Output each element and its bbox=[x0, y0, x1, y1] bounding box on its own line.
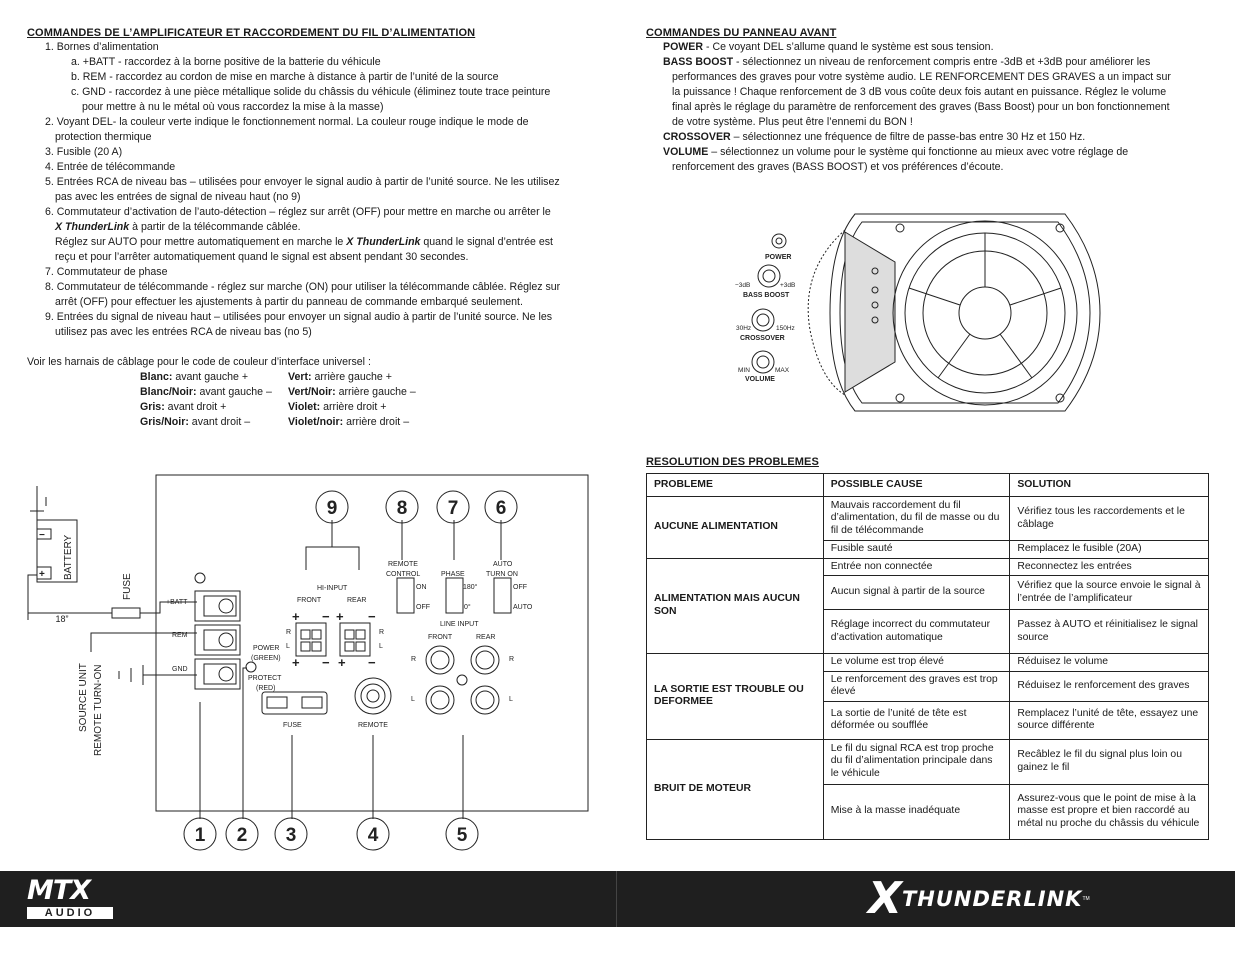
hi-rear-label: REAR bbox=[347, 597, 367, 604]
list-item: 4. Entrée de télécommande bbox=[45, 161, 176, 173]
battery-plus: + bbox=[39, 569, 45, 580]
harness-intro: Voir les harnais de câblage pour le code de couleur d’interface universel : bbox=[27, 356, 371, 368]
panel-max: MAX bbox=[775, 367, 790, 374]
brand-name: X ThunderLink bbox=[346, 236, 421, 248]
control-name: CROSSOVER bbox=[663, 131, 731, 143]
solution-cell: Réduisez le volume bbox=[1010, 654, 1209, 672]
list-item: 6. Commutateur d’activation de l’auto-détection – réglez sur arrêt (OFF) pour mettre en marche ou arrêter le bbox=[45, 206, 551, 218]
battery-minus: − bbox=[39, 530, 45, 541]
front-panel-illustration bbox=[720, 205, 1220, 420]
cause-cell: Entrée non connectée bbox=[823, 558, 1010, 576]
solution-cell: Passez à AUTO et réinitialisez le signal source bbox=[1010, 610, 1209, 654]
switch-on-label: ON bbox=[416, 584, 427, 591]
inline-fuse-symbol bbox=[112, 608, 140, 618]
front-panel-list bbox=[663, 40, 1171, 175]
control-desc: – sélectionnez une fréquence de filtre de passe-bas entre 30 Hz et 150 Hz. bbox=[730, 131, 1086, 143]
power-led-label: (GREEN) bbox=[251, 655, 281, 662]
color-code-row bbox=[140, 370, 416, 385]
color-value: avant droit + bbox=[164, 401, 227, 413]
plus-sign: + bbox=[338, 655, 346, 670]
problem-cell: ALIMENTATION MAIS AUCUN SON bbox=[647, 558, 824, 654]
amp-controls-list bbox=[27, 40, 560, 340]
callout-7: 7 bbox=[447, 498, 459, 519]
logo-audio: AUDIO bbox=[27, 907, 113, 919]
remote-jack-label: REMOTE bbox=[358, 722, 388, 729]
list-item: 3. Fusible (20 A) bbox=[45, 146, 123, 158]
list-item: c. GND - raccordez à une pièce métallique solide du châssis du véhicule (éliminez toute trace peinture bbox=[71, 86, 551, 98]
amp-wiring-diagram bbox=[0, 460, 600, 860]
list-item: la puissance ! Chaque renforcement de 3 dB vous coûte deux fois autant en puissance. Réglez le volume bbox=[672, 86, 1167, 98]
logo-x: X bbox=[868, 873, 902, 924]
amplifier-panel bbox=[156, 475, 588, 811]
cause-cell: Réglage incorrect du commutateur d’activation automatique bbox=[823, 610, 1010, 654]
solution-cell: Vérifiez que la source envoie le signal à l’entrée de l’amplificateur bbox=[1010, 576, 1209, 610]
fuse-wire-label: FUSE bbox=[122, 573, 133, 600]
hi-l-label: L bbox=[286, 643, 290, 650]
control-name: BASS BOOST bbox=[663, 56, 734, 68]
auto-off-label: OFF bbox=[513, 584, 527, 591]
solution-cell: Réduisez le renforcement des graves bbox=[1010, 671, 1209, 701]
color-value: avant gauche – bbox=[196, 386, 272, 398]
mtx-audio-logo bbox=[27, 877, 113, 921]
front-panel-heading: COMMANDES DU PANNEAU AVANT bbox=[646, 27, 837, 39]
control-name: POWER bbox=[663, 41, 704, 53]
problem-cell: BRUIT DE MOTEUR bbox=[647, 739, 824, 839]
color-value: arrière droit + bbox=[320, 401, 387, 413]
batt-terminal-label: +BATT bbox=[166, 599, 188, 606]
solution-cell: Assurez-vous que le point de mise à la masse est propre et bien raccordé au métal nu proche du châssis du véhicule bbox=[1010, 784, 1209, 839]
panel-150hz: 150Hz bbox=[776, 325, 795, 332]
list-item: pas avec les entrées de signal de niveau haut (no 9) bbox=[55, 191, 301, 203]
auto-turn-on-label: AUTO bbox=[493, 561, 513, 568]
color-key: Blanc: bbox=[140, 371, 173, 383]
cause-cell: Aucun signal à partir de la source bbox=[823, 576, 1010, 610]
hi-r-label: R bbox=[286, 629, 292, 636]
color-value: avant gauche + bbox=[172, 371, 249, 383]
panel-min: MIN bbox=[738, 367, 750, 374]
minus-sign: − bbox=[368, 609, 376, 624]
panel-bb-max: +3dB bbox=[780, 282, 796, 289]
cause-cell: Le volume est trop élevé bbox=[823, 654, 1010, 672]
phase-180-label: 180° bbox=[463, 584, 478, 591]
rca-r-label: R bbox=[509, 656, 515, 663]
color-value: avant droit – bbox=[188, 416, 251, 428]
color-value: arrière gauche + bbox=[311, 371, 392, 383]
phase-label: PHASE bbox=[441, 571, 465, 578]
battery-label: BATTERY bbox=[63, 534, 74, 580]
panel-crossover-label: CROSSOVER bbox=[740, 335, 785, 342]
color-code-row bbox=[140, 400, 416, 415]
auto-turn-on-label: TURN ON bbox=[486, 571, 518, 578]
control-desc: – sélectionnez un volume pour le système qui fonctionne au mieux avec votre réglage de bbox=[708, 146, 1129, 158]
cause-cell: Mauvais raccordement du fil d’alimentation, du fil de masse ou du fil de télécommande bbox=[823, 497, 1010, 541]
solution-cell: Reconnectez les entrées bbox=[1010, 558, 1209, 576]
list-item bbox=[27, 220, 560, 235]
color-code-row bbox=[140, 385, 416, 400]
rca-r-label: R bbox=[411, 656, 417, 663]
power-led-label: POWER bbox=[253, 645, 280, 652]
color-code-table bbox=[140, 370, 416, 430]
line-front-label: FRONT bbox=[428, 634, 453, 641]
color-key: Vert: bbox=[288, 371, 312, 383]
list-item bbox=[27, 235, 560, 250]
color-key: Gris/Noir: bbox=[140, 416, 189, 428]
remote-turn-on-label: REMOTE TURN-ON bbox=[93, 664, 104, 756]
callout-4: 4 bbox=[367, 825, 379, 846]
list-item: 1. Bornes d’alimentation bbox=[45, 41, 159, 53]
control-desc: - Ce voyant DEL s’allume quand le système est sous tension. bbox=[703, 41, 994, 53]
color-value: arrière gauche – bbox=[335, 386, 416, 398]
solution-cell: Remplacez le fusible (20A) bbox=[1010, 541, 1209, 559]
minus-sign: − bbox=[322, 655, 330, 670]
list-item: final après le réglage du paramètre de renforcement des graves (Bass Boost) pour un bon fonctionnement bbox=[672, 101, 1170, 113]
logo-mtx: MTX bbox=[27, 875, 91, 906]
panel-power-label: POWER bbox=[765, 254, 792, 261]
color-value: arrière droit – bbox=[343, 416, 410, 428]
list-item bbox=[663, 55, 1171, 70]
list-item: pour mettre à nu le métal où vous raccordez la mise à la masse) bbox=[82, 101, 384, 113]
line-input-label: LINE INPUT bbox=[440, 621, 479, 628]
footer-bar bbox=[0, 871, 1235, 927]
list-item: performances des graves pour votre système audio. LE RENFORCEMENT DES GRAVES a un impact sur bbox=[672, 71, 1171, 83]
callout-1: 1 bbox=[194, 825, 206, 846]
panel-bb-min: −3dB bbox=[735, 282, 751, 289]
switch-off-label: OFF bbox=[416, 604, 430, 611]
protect-led-label: PROTECT bbox=[248, 675, 282, 682]
thunderlink-logo bbox=[868, 873, 1090, 924]
list-item: a. +BATT - raccordez à la borne positive de la batterie du véhicule bbox=[71, 56, 381, 68]
color-key: Vert/Noir: bbox=[288, 386, 336, 398]
list-item-text: quand le signal d’entrée est bbox=[423, 236, 553, 248]
list-item: reçu et pour l’arrêter automatiquement quand le signal est absent pendant 30 secondes. bbox=[55, 251, 469, 263]
minus-sign: − bbox=[322, 609, 330, 624]
color-key: Violet/noir: bbox=[288, 416, 344, 428]
rca-l-label: L bbox=[509, 696, 513, 703]
rca-l-label: L bbox=[411, 696, 415, 703]
list-item: 9. Entrées du signal de niveau haut – utilisées pour envoyer un signal audio à partir de l’unité source. Ne les bbox=[45, 311, 553, 323]
fuse-holder-label: FUSE bbox=[283, 722, 302, 729]
list-item: protection thermique bbox=[55, 131, 152, 143]
remote-control-label: CONTROL bbox=[386, 571, 421, 578]
hi-front-label: FRONT bbox=[297, 597, 322, 604]
table-row bbox=[647, 739, 1209, 784]
callout-9: 9 bbox=[326, 498, 338, 519]
amp-controls-heading: COMMANDES DE L’AMPLIFICATEUR ET RACCORDEMENT DU FIL D’ALIMENTATION bbox=[27, 27, 476, 39]
list-item-text: à partir de la télécommande câblée. bbox=[132, 221, 301, 233]
plus-sign: + bbox=[336, 609, 344, 624]
troubleshooting-heading: RESOLUTION DES PROBLEMES bbox=[646, 456, 819, 468]
color-code-row bbox=[140, 415, 416, 430]
panel-volume-label: VOLUME bbox=[745, 376, 775, 383]
list-item-text: Réglez sur AUTO pour mettre automatiquement en marche le bbox=[55, 236, 344, 248]
table-row bbox=[647, 654, 1209, 672]
callout-8: 8 bbox=[396, 498, 408, 519]
cause-cell: La sortie de l’unité de tête est déformée ou soufflée bbox=[823, 701, 1010, 739]
logo-wordmark: THUNDERLINK bbox=[901, 887, 1083, 911]
list-item: de votre système. Plus peut être l’ennemi du BON ! bbox=[672, 116, 913, 128]
table-row bbox=[647, 497, 1209, 541]
cause-cell: Mise à la masse inadéquate bbox=[823, 784, 1010, 839]
solution-cell: Remplacez l’unité de tête, essayez une source différente bbox=[1010, 701, 1209, 739]
footer-divider bbox=[616, 871, 617, 927]
column-header: POSSIBLE CAUSE bbox=[823, 474, 1010, 497]
list-item bbox=[663, 145, 1171, 160]
list-item: 5. Entrées RCA de niveau bas – utilisées pour envoyer le signal audio à partir de l’unité source. Ne les utilisez bbox=[45, 176, 560, 188]
cause-cell: Le renforcement des graves est trop élevé bbox=[823, 671, 1010, 701]
rem-terminal-label: REM bbox=[172, 632, 188, 639]
minus-sign: − bbox=[368, 655, 376, 670]
solution-cell: Recâblez le fil du signal plus loin ou gainez le fil bbox=[1010, 739, 1209, 784]
list-item bbox=[663, 40, 1171, 55]
color-key: Violet: bbox=[288, 401, 321, 413]
solution-cell: Vérifiez tous les raccordements et le câblage bbox=[1010, 497, 1209, 541]
phase-0-label: 0° bbox=[464, 604, 471, 611]
list-item: 7. Commutateur de phase bbox=[45, 266, 168, 278]
cause-cell: Fusible sauté bbox=[823, 541, 1010, 559]
brand-name: X ThunderLink bbox=[55, 221, 130, 233]
hi-r-label: R bbox=[379, 629, 385, 636]
list-item: b. REM - raccordez au cordon de mise en marche à distance à partir de l’unité de la source bbox=[71, 71, 499, 83]
protect-led-label: (RED) bbox=[256, 685, 276, 692]
auto-auto-label: AUTO bbox=[513, 604, 533, 611]
list-item: arrêt (OFF) pour effectuer les ajustements à partir du panneau de commande embarqué seulement. bbox=[55, 296, 523, 308]
hi-input-label: HI-INPUT bbox=[317, 585, 348, 592]
list-item: 2. Voyant DEL- la couleur verte indique le fonctionnement normal. La couleur rouge indique le mode de bbox=[45, 116, 529, 128]
list-item: 8. Commutateur de télécommande - réglez sur marche (ON) pour utiliser la télécommande câblée. Réglez sur bbox=[45, 281, 561, 293]
list-item: renforcement des graves (BASS BOOST) et vos préférences d’écoute. bbox=[672, 161, 1004, 173]
source-unit-label: SOURCE UNIT bbox=[78, 663, 89, 732]
problem-cell: LA SORTIE EST TROUBLE OU DEFORMEE bbox=[647, 654, 824, 740]
callout-5: 5 bbox=[456, 825, 468, 846]
plus-sign: + bbox=[292, 609, 300, 624]
column-header: PROBLEME bbox=[647, 474, 824, 497]
wire-length-label: 18” bbox=[55, 614, 69, 624]
logo-tm: TM bbox=[1082, 896, 1090, 902]
table-header-row bbox=[647, 474, 1209, 497]
hi-l-label: L bbox=[379, 643, 383, 650]
list-item: utilisez pas avec les entrées RCA de niveau bas (no 5) bbox=[55, 326, 312, 338]
gnd-terminal-label: GND bbox=[172, 666, 188, 673]
callout-6: 6 bbox=[495, 498, 507, 519]
line-rear-label: REAR bbox=[476, 634, 496, 641]
cause-cell: Le fil du signal RCA est trop proche du fil d’alimentation principale dans le véhicule bbox=[823, 739, 1010, 784]
control-name: VOLUME bbox=[663, 146, 709, 158]
panel-30hz: 30Hz bbox=[736, 325, 752, 332]
color-key: Gris: bbox=[140, 401, 165, 413]
callout-3: 3 bbox=[285, 825, 297, 846]
color-key: Blanc/Noir: bbox=[140, 386, 197, 398]
column-header: SOLUTION bbox=[1010, 474, 1209, 497]
plus-sign: + bbox=[292, 655, 300, 670]
remote-control-label: REMOTE bbox=[388, 561, 418, 568]
problem-cell: AUCUNE ALIMENTATION bbox=[647, 497, 824, 559]
panel-bass-boost-label: BASS BOOST bbox=[743, 292, 790, 299]
control-desc: - sélectionnez un niveau de renforcement compris entre -3dB et +3dB pour améliorer les bbox=[733, 56, 1151, 68]
callout-2: 2 bbox=[236, 825, 248, 846]
troubleshooting-table bbox=[646, 473, 1209, 840]
list-item bbox=[663, 130, 1171, 145]
table-row bbox=[647, 558, 1209, 576]
